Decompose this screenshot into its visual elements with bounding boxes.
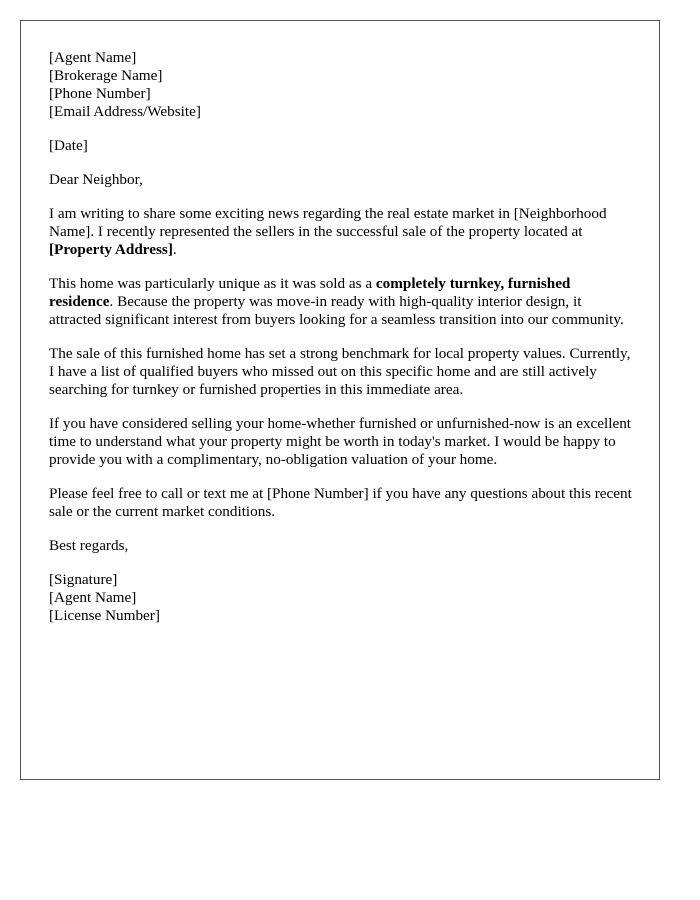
letter-date bbox=[49, 137, 635, 155]
paragraph-intro-text: I am writing to share some exciting news regarding the real estate market in [Neighborhood Name]. I recently represented the sellers in the successful sale of the property located at bbox=[49, 205, 607, 240]
paragraph-property-text: This home was particularly unique as it was sold as a bbox=[49, 275, 376, 292]
paragraph-selling: If you have considered selling your home-whether furnished or unfurnished-now is an excellent time to understand what your property might be worth in today's market. I would be happy to provide you with a complimentary, no-obligation valuation of your home. bbox=[49, 415, 632, 468]
signature-license-number: [License Number] bbox=[49, 607, 160, 624]
paragraph-benchmark: The sale of this furnished home has set a strong benchmark for local property values. Currently, I have a list of qualified buyers who missed out on this specific home and are still actively searching for turnkey or furnished properties in this immediate area. bbox=[49, 345, 631, 398]
sender-email-website: [Email Address/Website] bbox=[49, 103, 201, 120]
sender-phone-number: [Phone Number] bbox=[49, 85, 151, 102]
closing bbox=[49, 537, 635, 555]
sender-block bbox=[49, 49, 635, 121]
letter-frame bbox=[20, 20, 660, 780]
letter-body bbox=[49, 49, 635, 641]
paragraph-intro-end: . bbox=[172, 241, 177, 258]
sender-brokerage-name: [Brokerage Name] bbox=[49, 67, 163, 84]
paragraph-intro bbox=[49, 205, 635, 259]
paragraph-contact: Please feel free to call or text me at [Phone Number] if you have any questions about this recent sale or the current market conditions. bbox=[49, 485, 632, 520]
property-address: [Property Address] bbox=[49, 241, 173, 258]
paragraph-property-end: . Because the property was move-in ready with high-quality interior design, it attracted significant interest from buyers looking for a seamless transition into our community. bbox=[49, 293, 624, 328]
salutation bbox=[49, 171, 635, 189]
signature-block bbox=[49, 571, 635, 625]
closing-text: Best regards, bbox=[49, 537, 129, 554]
salutation-text: Dear Neighbor, bbox=[49, 171, 143, 188]
date-text: [Date] bbox=[49, 137, 88, 154]
sender-agent-name: [Agent Name] bbox=[49, 49, 137, 66]
paragraph-property bbox=[49, 275, 635, 329]
signature-placeholder: [Signature] bbox=[49, 571, 118, 588]
turnkey-highlight: completely turnkey, furnished residence bbox=[49, 275, 571, 310]
signature-agent-name: [Agent Name] bbox=[49, 589, 137, 606]
